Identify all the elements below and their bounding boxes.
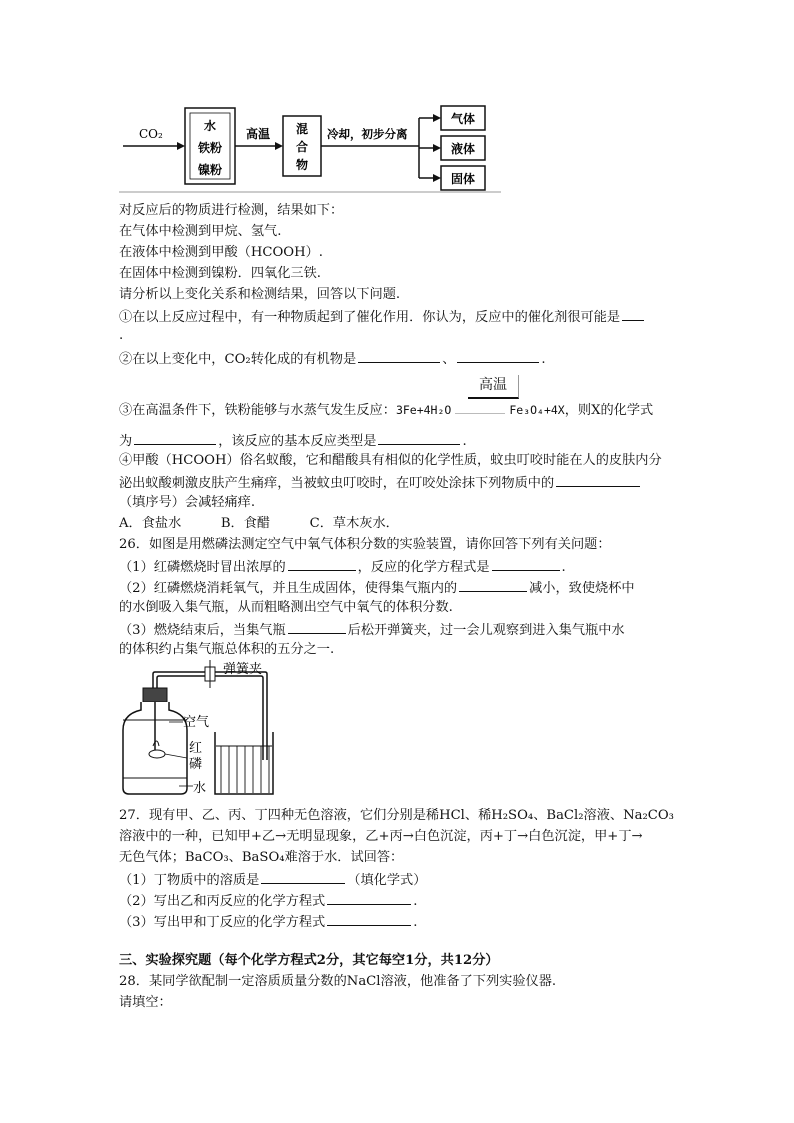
q3-text-4: ，该反应的基本反应类型是 [218,434,377,449]
line-detection-intro: 对反应后的物质进行检测，结果如下： [119,203,344,218]
q26-3-text-2: 后松开弹簧夹，过一会儿观察到进入集气瓶中水 [347,623,625,638]
phosphorus-label-1: 红 [189,741,203,756]
arrow1-label: 高温 [245,127,271,141]
q1-answer-blank[interactable] [622,306,644,321]
box2-line3: 物 [295,158,309,172]
line-liquid-result: 在液体中检测到甲酸（HCOOH）. [119,245,323,260]
q3-text-3: 为 [119,434,133,449]
q27-3-text: （3）写出甲和丁反应的化学方程式 [119,915,326,930]
flow-input-label: CO₂ [139,127,163,141]
q27-2-blank[interactable] [327,890,411,905]
q27-part-2 [119,890,417,912]
q26-2-text-2: 减小，致使烧杯中 [529,581,635,596]
q2-end: . [541,352,546,367]
q26-2-text: （2）红磷燃烧消耗氧气，并且生成固体，使得集气瓶内的 [119,581,458,596]
q26-part-1 [119,556,566,578]
q28-line-1: 28．某同学欲配制一定溶质质量分数的NaCl溶液，他准备了下列实验仪器. [119,974,557,989]
q2-answer-blank-1[interactable] [358,348,440,363]
equation-arrow [455,403,505,414]
q26-intro: 26．如图是用燃磷法测定空气中氧气体积分数的实验装置，请你回答下列有关问题： [119,537,611,552]
q2-answer-blank-2[interactable] [457,348,539,363]
q26-3-text: （3）燃烧结束后，当集气瓶 [119,623,286,638]
line-instruction: 请分析以上变化关系和检测结果，回答以下问题. [119,287,401,302]
output-gas: 气体 [450,112,476,126]
q1-end: . [119,328,124,343]
line-solid-result: 在固体中检测到镍粉．四氧化三铁. [119,266,322,281]
box1-line2: 铁粉 [197,141,223,155]
water-label: 水 [193,781,207,796]
q2-sep: 、 [442,352,456,367]
q4-text: 泌出蚁酸刺激皮肤产生痛痒，当被蚊虫叮咬时，在叮咬处涂抹下列物质中的 [119,476,555,491]
q4-line-2 [119,472,642,494]
box2-line2: 合 [295,140,309,154]
q26-1-blank-2[interactable] [492,556,560,571]
line-gas-result: 在气体中检测到甲烷、氢气. [119,224,282,239]
box1-line1: 水 [203,119,217,133]
q4-answer-blank[interactable] [556,472,640,487]
output-solid: 固体 [450,172,476,186]
phosphorus-label-2: 磷 [189,757,203,772]
q2-text: ②在以上变化中，CO₂转化成的有机物是 [119,352,357,367]
q27-1-text: （1）丁物质中的溶质是 [119,873,260,888]
q26-part-3 [119,619,625,641]
q27-3-end: . [413,915,418,930]
question-1 [119,306,646,328]
q27-2-text: （2）写出乙和丙反应的化学方程式 [119,894,326,909]
q4-options: A．食盐水 B．食醋 C．草木灰水． [119,516,399,531]
q27-1-text-2: （填化学式） [347,873,427,888]
clip-label: 弹簧夹 [223,662,263,677]
arrow2-label: 冷却，初步分离 [327,127,408,141]
q26-part-3-cont: 的体积约占集气瓶总体积的五分之一. [119,642,335,657]
q27-1-blank[interactable] [261,869,345,884]
q26-part-2 [119,577,635,599]
q26-1-text-2: ，反应的化学方程式是 [357,560,490,575]
q3-text: ③在高温条件下，铁粉能够与水蒸气发生反应： [119,403,396,418]
q27-line-3: 无色气体；BaCO₃、BaSO₄难溶于水．试回答： [119,850,404,865]
q1-text: ①在以上反应过程中，有一种物质起到了催化作用．你认为，反应中的催化剂很可能是 [119,310,621,325]
output-liquid: 液体 [450,142,476,156]
question-3-cont [119,430,467,452]
question-2 [119,348,546,370]
q28-line-2: 请填空： [119,995,172,1010]
q26-1-text: （1）红磷燃烧时冒出浓厚的 [119,560,286,575]
q26-2-blank[interactable] [459,577,527,592]
q3-answer-blank-1[interactable] [134,430,216,445]
q26-3-blank[interactable] [288,619,346,634]
box2-line1: 混 [295,122,309,136]
q3-equation-right: Fe₃O₄+4X [509,403,565,417]
q27-part-1 [119,869,426,891]
q26-1-blank-1[interactable] [288,556,356,571]
reaction-condition: 高温 [468,375,519,399]
q3-equation-left: 3Fe+4H₂O [395,403,452,417]
q27-line-1: 27．现有甲、乙、丙、丁四种无色溶液，它们分别是稀HCl、稀H₂SO₄、BaCl₂溶液、Na₂CO₃ [119,808,674,823]
box1-line3: 镍粉 [197,163,223,177]
q27-3-blank[interactable] [327,911,411,926]
q4-line-1: ④甲酸（HCOOH）俗名蚁酸，它和醋酸具有相似的化学性质，蚊虫叮咬时能在人的皮肤内分 [119,453,662,468]
q4-line-3: （填序号）会减轻痛痒. [119,495,256,510]
q3-answer-blank-2[interactable] [378,430,460,445]
process-flow-diagram [119,100,509,196]
q27-2-end: . [413,894,418,909]
phosphorus-apparatus-diagram [119,660,279,798]
section-3-heading: 三、实验探究题（每个化学方程式2分，其它每空1分，共12分） [119,953,499,968]
q3-text-2: ，则X的化学式 [564,403,654,418]
q3-end: . [462,434,467,449]
q26-part-2-cont: 的水倒吸入集气瓶，从而粗略测出空气中氧气的体积分数. [119,600,453,615]
question-3 [119,400,653,421]
q27-part-3 [119,911,417,933]
q26-1-end: . [561,560,566,575]
q27-line-2: 溶液中的一种，已知甲+乙→无明显现象，乙+丙→白色沉淀，丙+丁→白色沉淀，甲+丁→ [119,829,643,844]
air-label: 空气 [183,715,210,730]
